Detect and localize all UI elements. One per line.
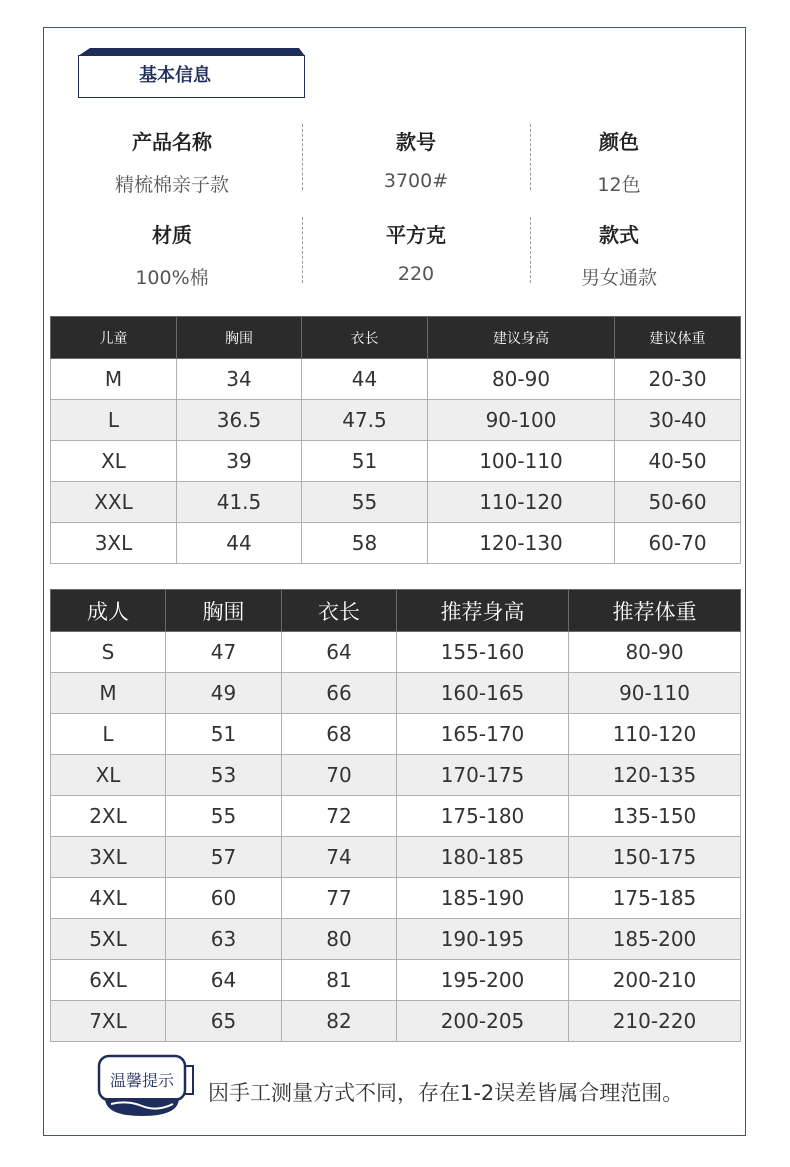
column-header: 胸围 xyxy=(166,590,282,632)
table-cell: 50-60 xyxy=(615,482,741,523)
table-cell: 72 xyxy=(282,796,397,837)
table-cell: 175-180 xyxy=(397,796,569,837)
table-cell: XL xyxy=(51,441,177,482)
table-cell: L xyxy=(51,714,166,755)
table-cell: 150-175 xyxy=(569,837,741,878)
table-cell: 200-205 xyxy=(397,1001,569,1042)
info-value: 男女通款 xyxy=(580,267,657,289)
tip-badge xyxy=(97,1054,194,1119)
table-cell: 90-100 xyxy=(428,400,615,441)
column-header: 推荐身高 xyxy=(397,590,569,632)
table-cell: 210-220 xyxy=(569,1001,741,1042)
table-cell: 190-195 xyxy=(397,919,569,960)
column-header: 衣长 xyxy=(282,590,397,632)
info-row-1 xyxy=(50,118,740,203)
table-cell: M xyxy=(51,673,166,714)
table-cell: 120-130 xyxy=(428,523,615,564)
tip-badge-label: 温馨提示 xyxy=(109,1071,174,1090)
table-cell: S xyxy=(51,632,166,673)
info-value: 220 xyxy=(397,263,435,285)
tip-text: 因手工测量方式不同，存在1-2误差皆属合理范围。 xyxy=(208,1081,684,1105)
table-cell: XXL xyxy=(51,482,177,523)
table-cell: 7XL xyxy=(51,1001,166,1042)
table-cell: L xyxy=(51,400,177,441)
section-title: 基本信息 xyxy=(139,65,211,86)
table-cell: 160-165 xyxy=(397,673,569,714)
table-cell: 53 xyxy=(166,755,282,796)
table-cell: 82 xyxy=(282,1001,397,1042)
table-cell: 57 xyxy=(166,837,282,878)
table-cell: 80 xyxy=(282,919,397,960)
table-cell: 165-170 xyxy=(397,714,569,755)
table-cell: 66 xyxy=(282,673,397,714)
column-header: 成人 xyxy=(51,590,166,632)
table-row xyxy=(51,837,741,878)
table-cell: 70 xyxy=(282,755,397,796)
table-cell: 175-185 xyxy=(569,878,741,919)
table-cell: 47 xyxy=(166,632,282,673)
table-cell: 6XL xyxy=(51,960,166,1001)
table-cell: 39 xyxy=(177,441,302,482)
table-cell: 65 xyxy=(166,1001,282,1042)
table-cell: 81 xyxy=(282,960,397,1001)
table-row xyxy=(51,441,741,482)
table-header-row xyxy=(51,317,741,359)
table-cell: 51 xyxy=(302,441,428,482)
table-cell: 180-185 xyxy=(397,837,569,878)
table-row xyxy=(51,523,741,564)
table-cell: 100-110 xyxy=(428,441,615,482)
column-header: 建议身高 xyxy=(428,317,615,359)
table-row xyxy=(51,796,741,837)
table-cell: 77 xyxy=(282,878,397,919)
table-cell: 60-70 xyxy=(615,523,741,564)
table-header-row xyxy=(51,590,741,632)
table-row xyxy=(51,673,741,714)
info-cell-fit xyxy=(530,211,708,296)
table-cell: 44 xyxy=(302,359,428,400)
table-cell: 34 xyxy=(177,359,302,400)
table-cell: 185-190 xyxy=(397,878,569,919)
table-cell: 68 xyxy=(282,714,397,755)
table-cell: 74 xyxy=(282,837,397,878)
info-label: 款号 xyxy=(396,130,436,154)
column-header: 建议体重 xyxy=(615,317,741,359)
info-cell-color xyxy=(530,118,708,203)
info-value: 精梳棉亲子款 xyxy=(114,174,229,196)
table-cell: 195-200 xyxy=(397,960,569,1001)
table-cell: 5XL xyxy=(51,919,166,960)
table-cell: 30-40 xyxy=(615,400,741,441)
table-cell: 110-120 xyxy=(428,482,615,523)
info-value: 3700# xyxy=(383,170,449,192)
info-cell-style-number xyxy=(302,118,530,203)
info-label: 款式 xyxy=(599,223,639,247)
table-row xyxy=(51,960,741,1001)
info-label: 平方克 xyxy=(386,223,446,247)
table-row xyxy=(51,359,741,400)
column-header: 儿童 xyxy=(51,317,177,359)
adult-size-table xyxy=(50,589,741,1042)
table-row xyxy=(51,482,741,523)
info-label: 材质 xyxy=(152,223,192,247)
table-row xyxy=(51,632,741,673)
table-row xyxy=(51,919,741,960)
table-cell: 4XL xyxy=(51,878,166,919)
table-cell: 51 xyxy=(166,714,282,755)
table-cell: 185-200 xyxy=(569,919,741,960)
table-cell: 80-90 xyxy=(428,359,615,400)
column-header: 衣长 xyxy=(302,317,428,359)
info-cell-material xyxy=(50,211,294,296)
table-cell: 63 xyxy=(166,919,282,960)
table-cell: 2XL xyxy=(51,796,166,837)
table-cell: 170-175 xyxy=(397,755,569,796)
table-cell: XL xyxy=(51,755,166,796)
table-cell: 47.5 xyxy=(302,400,428,441)
table-cell: 55 xyxy=(166,796,282,837)
table-cell: 110-120 xyxy=(569,714,741,755)
table-cell: 135-150 xyxy=(569,796,741,837)
info-cell-gsm xyxy=(302,211,530,296)
info-value: 100%棉 xyxy=(135,267,209,289)
table-cell: 58 xyxy=(302,523,428,564)
column-header: 推荐体重 xyxy=(569,590,741,632)
table-cell: 20-30 xyxy=(615,359,741,400)
table-row xyxy=(51,1001,741,1042)
table-cell: M xyxy=(51,359,177,400)
table-cell: 44 xyxy=(177,523,302,564)
table-cell: 36.5 xyxy=(177,400,302,441)
table-cell: 64 xyxy=(166,960,282,1001)
table-cell: 200-210 xyxy=(569,960,741,1001)
table-row xyxy=(51,714,741,755)
table-cell: 3XL xyxy=(51,837,166,878)
table-cell: 3XL xyxy=(51,523,177,564)
table-cell: 80-90 xyxy=(569,632,741,673)
table-cell: 40-50 xyxy=(615,441,741,482)
info-label: 颜色 xyxy=(599,130,639,154)
table-cell: 55 xyxy=(302,482,428,523)
kids-size-table xyxy=(50,316,741,564)
info-label: 产品名称 xyxy=(132,130,212,154)
table-cell: 49 xyxy=(166,673,282,714)
table-cell: 41.5 xyxy=(177,482,302,523)
table-cell: 60 xyxy=(166,878,282,919)
column-header: 胸围 xyxy=(177,317,302,359)
table-cell: 90-110 xyxy=(569,673,741,714)
table-row xyxy=(51,400,741,441)
table-cell: 155-160 xyxy=(397,632,569,673)
info-cell-product-name xyxy=(50,118,294,203)
info-value: 12色 xyxy=(597,174,641,196)
section-title-tab xyxy=(78,47,305,98)
table-row xyxy=(51,878,741,919)
table-cell: 120-135 xyxy=(569,755,741,796)
info-row-2 xyxy=(50,211,740,296)
table-cell: 64 xyxy=(282,632,397,673)
table-row xyxy=(51,755,741,796)
